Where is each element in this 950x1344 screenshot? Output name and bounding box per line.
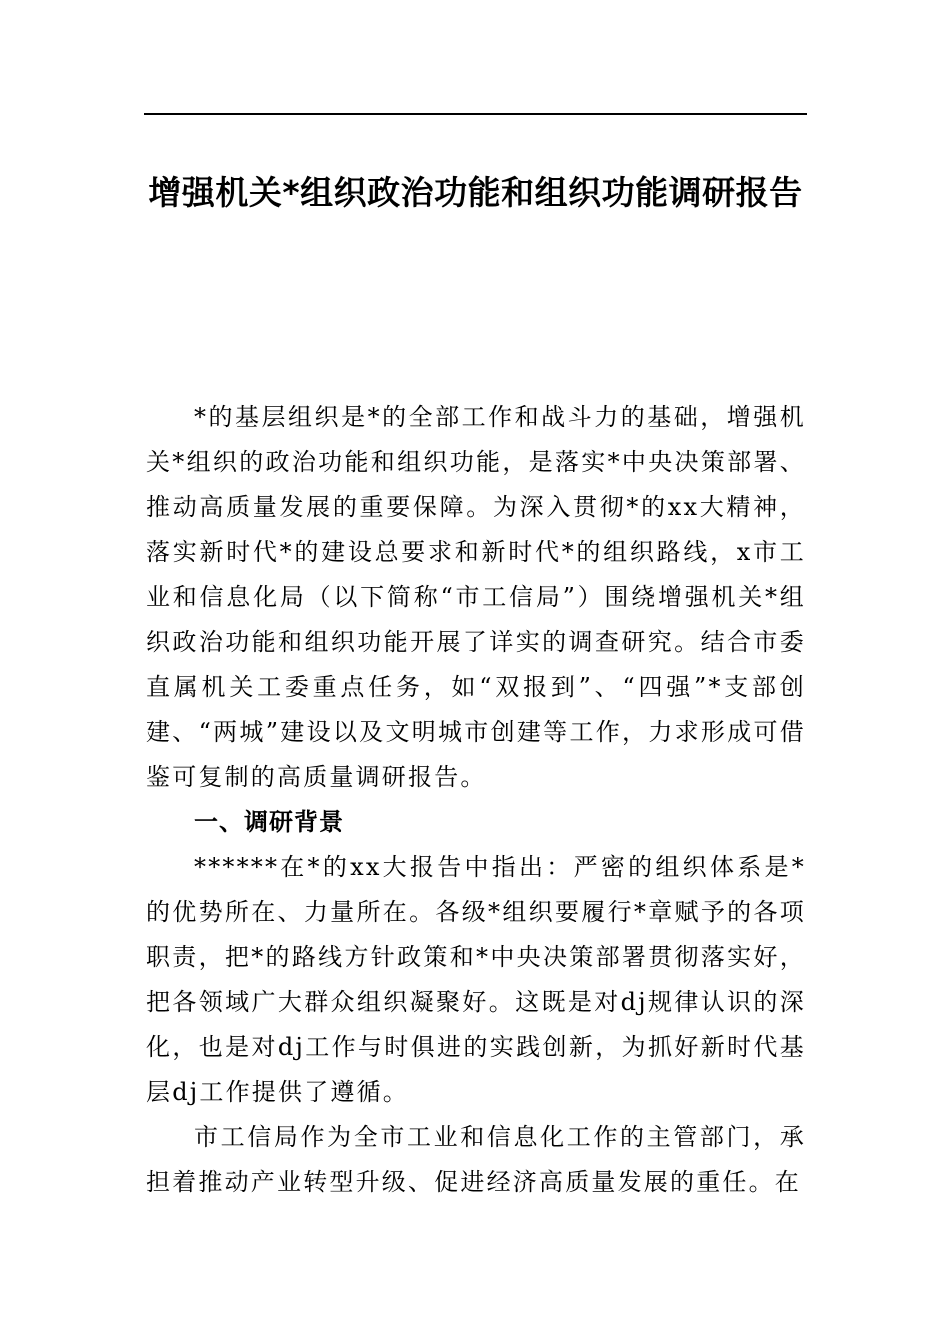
document-title: 增强机关*组织政治功能和组织功能调研报告 [148,173,803,212]
header-rule [144,113,807,115]
intro-paragraph: *的基层组织是*的全部工作和战斗力的基础，增强机关*组织的政治功能和组织功能，是落实*中央决策部署、推动高质量发展的重要保障。为深入贯彻*的xx大精神，落实新时代*的建设总要求和新时代*的组织路线，x市工业和信息化局（以下简称“市工信局”）围绕增强机关*组织政治功能和组织功能开展了详实的调查研究。结合市委直属机关工委重点任务，如“双报到”、“四强”*支部创建、“两城”建设以及文明城市创建等工作，力求形成可借鉴可复制的高质量调研报告。 [146,403,806,791]
section-heading-background: 一、调研背景 [194,808,344,836]
background-paragraph-2: 市工信局作为全市工业和信息化工作的主管部门，承担着推动产业转型升级、促进经济高质量发展的重任。在 [146,1123,806,1196]
document-body [146,395,806,1205]
background-paragraph-1: ******在*的xx大报告中指出：严密的组织体系是*的优势所在、力量所在。各级*组织要履行*章赋予的各项职责，把*的路线方针政策和*中央决策部署贯彻落实好，把各领域广大群众组织凝聚好。这既是对dj规律认识的深化，也是对dj工作与时俱进的实践创新，为抓好新时代基层dj工作提供了遵循。 [146,853,806,1106]
